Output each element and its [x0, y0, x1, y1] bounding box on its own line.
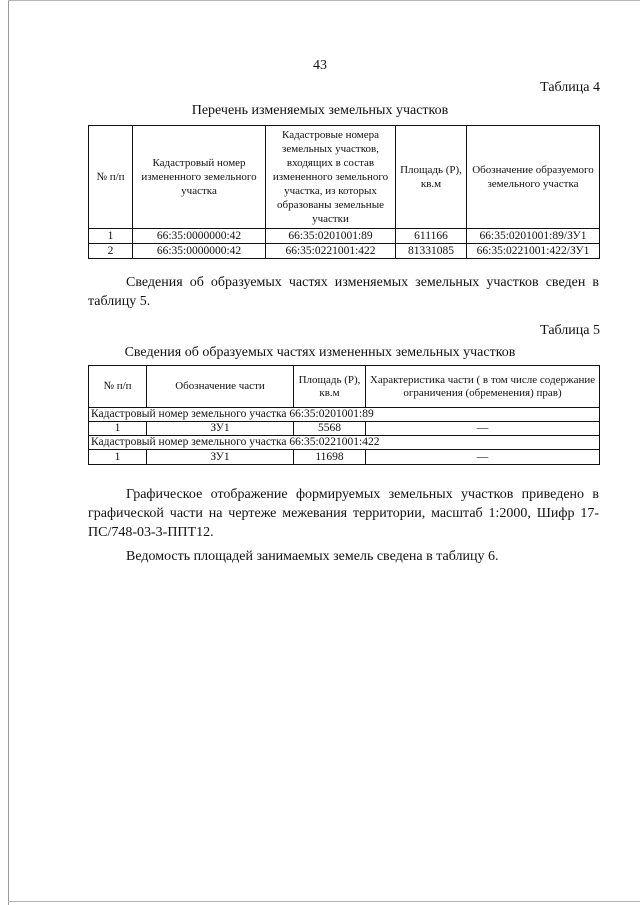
table5	[88, 365, 600, 465]
table5-cell: 11698	[294, 450, 366, 465]
scan-border-top	[8, 0, 640, 1]
table4-cell: 66:35:0000000:42	[133, 244, 266, 259]
table5-header-area: Площадь (Р), кв.м	[294, 366, 366, 408]
table-row	[89, 422, 600, 436]
table5-group-row	[89, 408, 600, 422]
table5-cell: 5568	[294, 422, 366, 436]
table4-header-row	[89, 126, 600, 229]
table4-cell: 611166	[396, 229, 467, 244]
table5-group-row	[89, 436, 600, 450]
table4-cell: 1	[89, 229, 133, 244]
table4-header-num: № п/п	[89, 126, 133, 229]
table5-cell: ЗУ1	[147, 422, 294, 436]
table5-cell: ЗУ1	[147, 450, 294, 465]
table4-cell: 81331085	[396, 244, 467, 259]
table4-cell: 66:35:0221001:422/ЗУ1	[467, 244, 600, 259]
table5-caption: Таблица 5	[540, 323, 600, 338]
table4-caption: Таблица 4	[540, 80, 600, 95]
table5-header-characteristic: Характеристика части ( в том числе содержание ограничения (обременения) прав)	[366, 366, 600, 408]
table-row	[89, 244, 600, 259]
table5-cell: —	[366, 422, 600, 436]
paragraph-area-statement: Ведомость площадей занимаемых земель сведена в таблицу 6.	[126, 549, 499, 564]
table4-cell: 2	[89, 244, 133, 259]
table4-header-source-numbers: Кадастровые номера земельных участков, входящих в состав измененного земельного участка, из которых образованы земельные участки	[266, 126, 396, 229]
page-number: 43	[313, 58, 327, 73]
table4-header-cadastral: Кадастровый номер измененного земельного участка	[133, 126, 266, 229]
table5-group-label: Кадастровый номер земельного участка 66:35:0221001:422	[89, 436, 600, 450]
scan-border-left	[8, 0, 9, 905]
paragraph-graphic-display: Графическое отображение формируемых земельных участков приведено в графической части на чертеже межевания территории, масштаб 1:2000, Шифр 17-ПС/748-03-3-ППТ12.	[88, 487, 599, 540]
table5-header-row	[89, 366, 600, 408]
table4-header-area: Площадь (Р), кв.м	[396, 126, 467, 229]
table5-header-part: Обозначение части	[147, 366, 294, 408]
table4-title: Перечень изменяемых земельных участков	[191, 103, 449, 118]
table4-cell: 66:35:0201001:89	[266, 229, 396, 244]
scan-border-bottom	[8, 901, 640, 902]
paragraph-parts-reference: Сведения об образуемых частях изменяемых земельных участков сведен в таблицу 5.	[88, 275, 599, 309]
table4-cell: 66:35:0201001:89/ЗУ1	[467, 229, 600, 244]
table5-cell: 1	[89, 450, 147, 465]
table4	[88, 125, 600, 259]
table-row	[89, 450, 600, 465]
table5-cell: 1	[89, 422, 147, 436]
table4-cell: 66:35:0000000:42	[133, 229, 266, 244]
table4-header-designation: Обозначение образуемого земельного участка	[467, 126, 600, 229]
table4-cell: 66:35:0221001:422	[266, 244, 396, 259]
table5-group-label: Кадастровый номер земельного участка 66:35:0201001:89	[89, 408, 600, 422]
table-row	[89, 229, 600, 244]
table5-header-num: № п/п	[89, 366, 147, 408]
table5-title: Сведения об образуемых частях измененных земельных участков	[124, 345, 516, 360]
table5-cell: —	[366, 450, 600, 465]
